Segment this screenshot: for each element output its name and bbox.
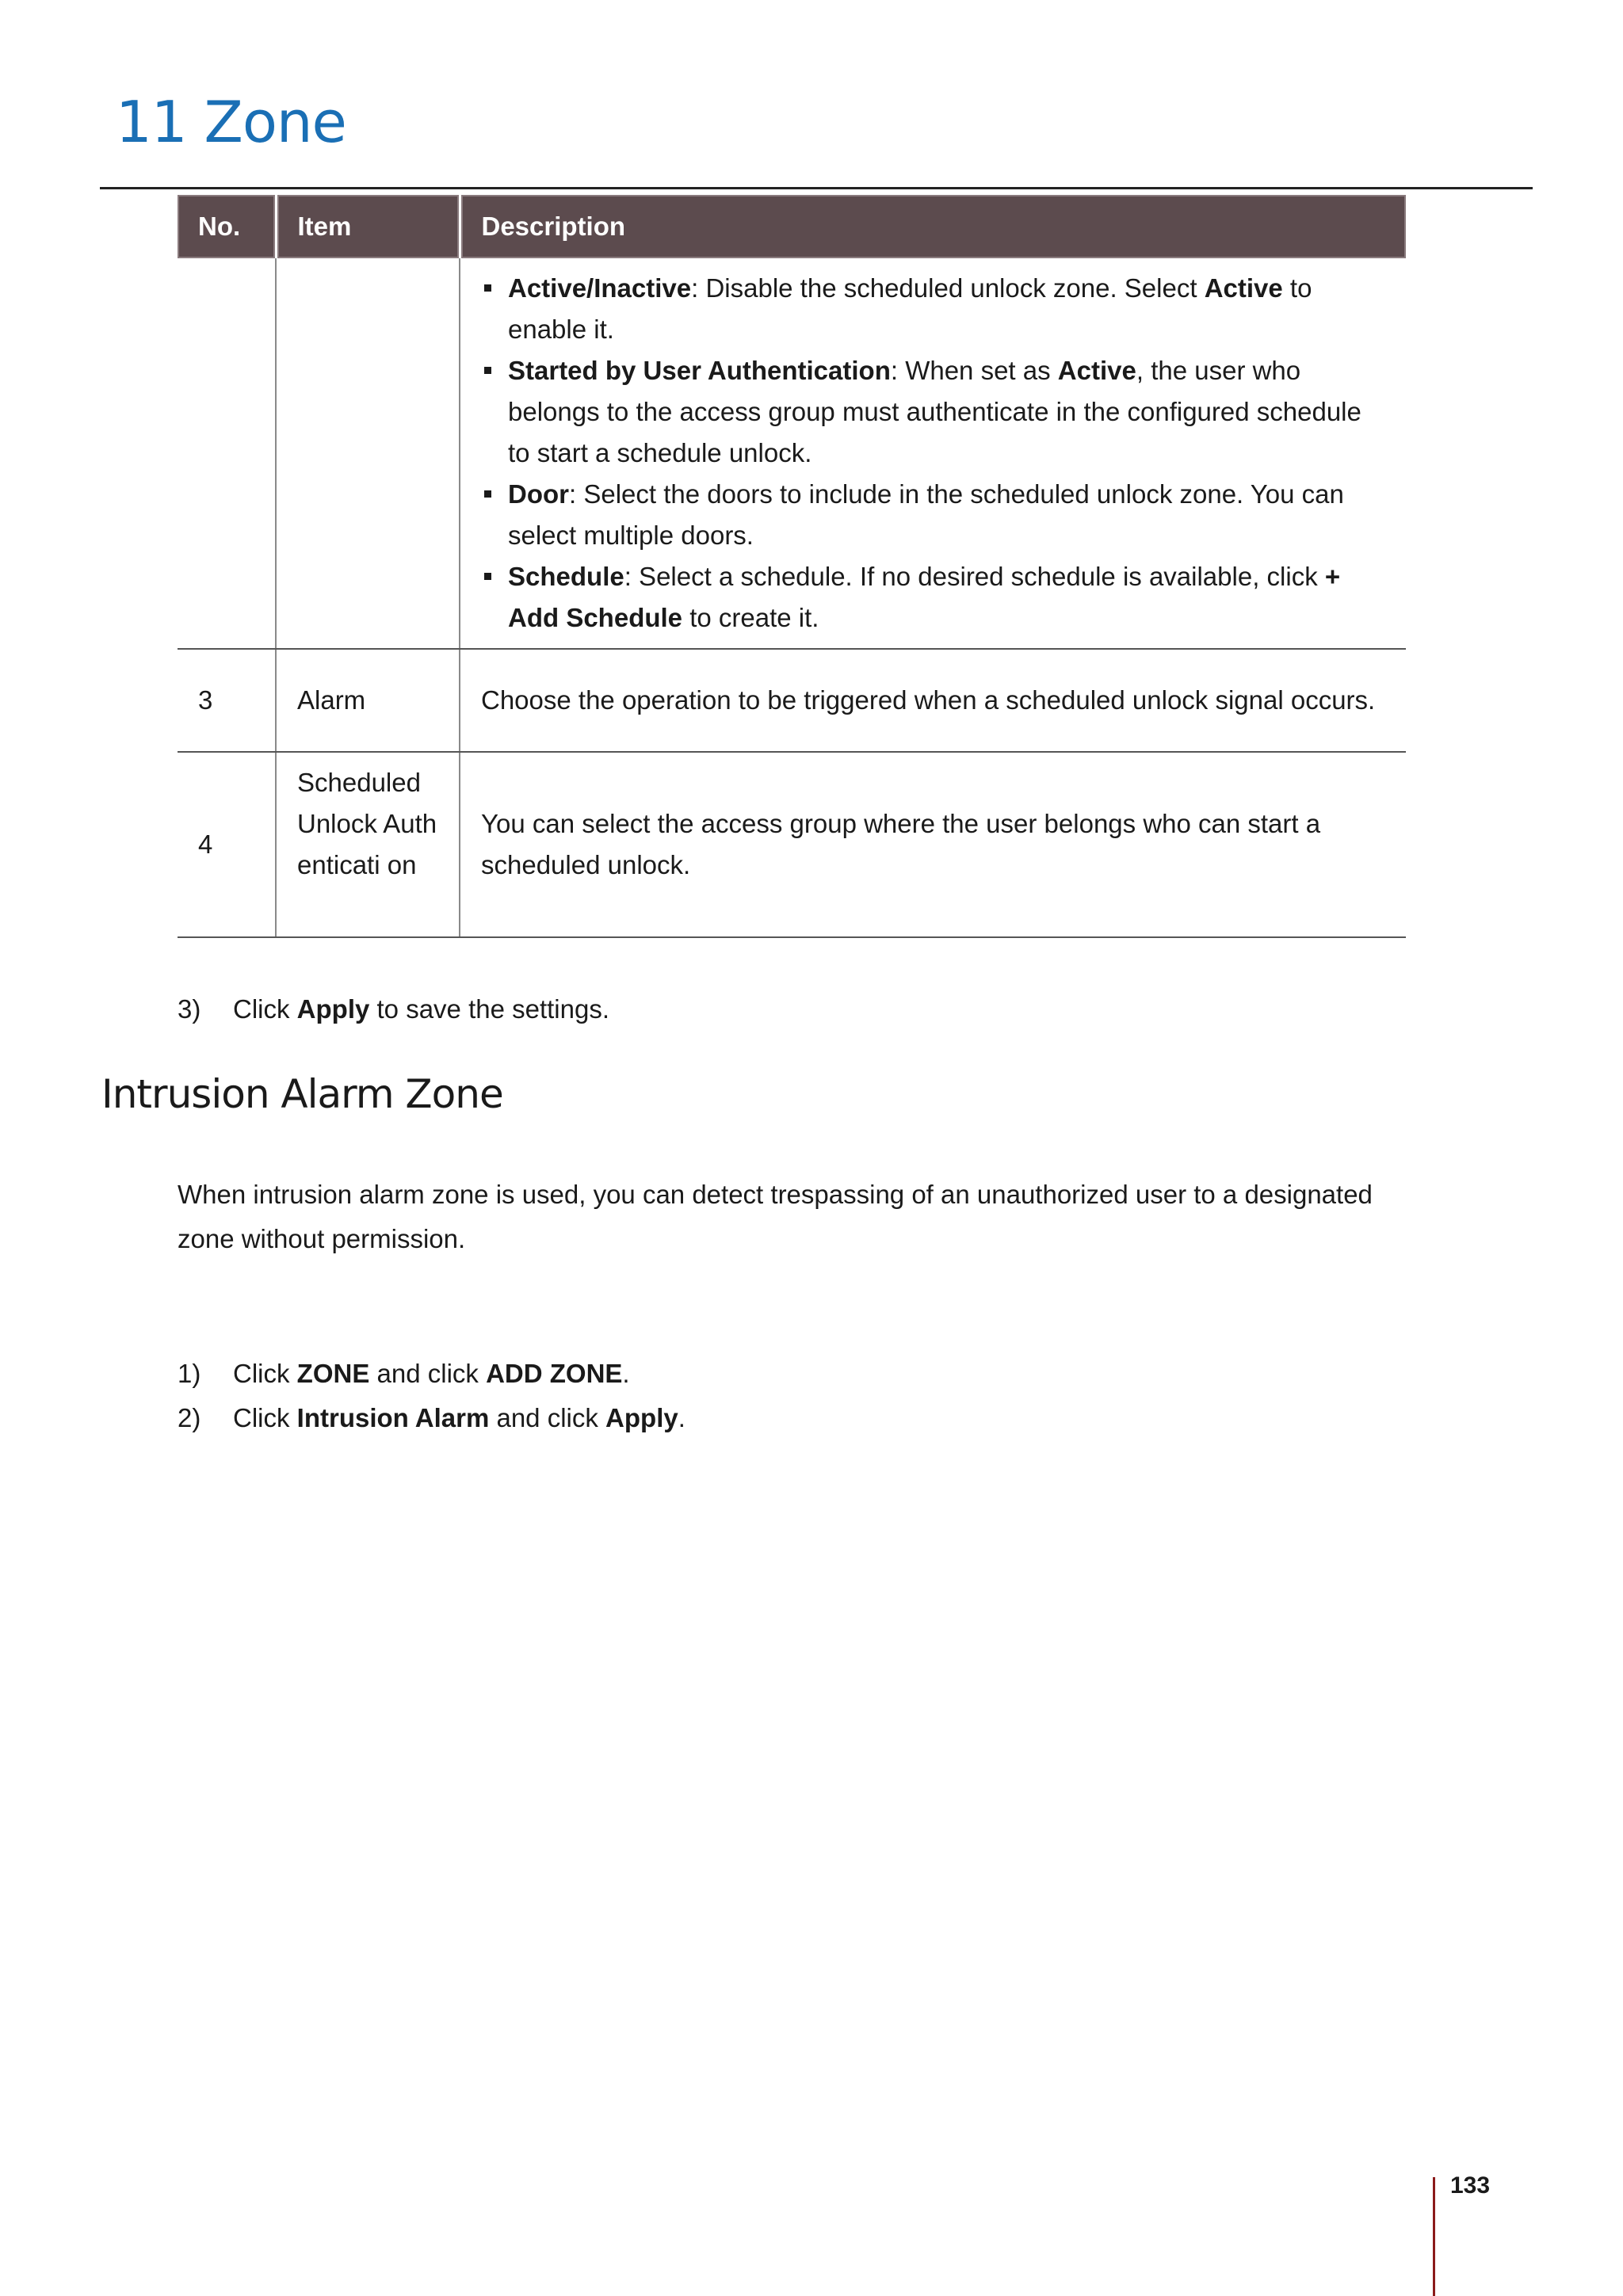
column-header-item: Item: [276, 195, 460, 258]
list-item: Schedule: Select a schedule. If no desired schedule is available, click + Add Schedule to create it.: [481, 556, 1390, 639]
step-2: 2) Click Intrusion Alarm and click Apply.: [178, 1401, 685, 1436]
table-header-row: [178, 195, 1406, 258]
step-1: 1) Click ZONE and click ADD ZONE.: [178, 1356, 630, 1391]
table-row-continued: [178, 258, 1406, 649]
step-number: 1): [178, 1359, 201, 1388]
step-number: 3): [178, 994, 201, 1024]
description-table-wrapper: [178, 195, 1406, 938]
column-header-no: No.: [178, 195, 276, 258]
apply-label: Apply: [296, 994, 370, 1024]
cell-no: 4: [178, 752, 276, 937]
cell-description: Choose the operation to be triggered when a scheduled unlock signal occurs.: [460, 649, 1406, 752]
cell-description-options: [460, 258, 1406, 649]
cell-item: Scheduled Unlock Authenticati on: [276, 752, 460, 937]
column-header-description: Description: [460, 195, 1406, 258]
list-item: Started by User Authentication: When set as Active, the user who belongs to the access group must authenticate in the configured schedule to start a schedule unlock.: [481, 350, 1390, 474]
options-bullet-list: [481, 268, 1390, 639]
cell-no-empty: [178, 258, 276, 649]
step-number: 2): [178, 1403, 201, 1432]
section-intro: When intrusion alarm zone is used, you can detect trespassing of an unauthorized user to a designated zone without permission.: [178, 1180, 1373, 1253]
cell-item-empty: [276, 258, 460, 649]
section-title: Intrusion Alarm Zone: [101, 1071, 503, 1117]
page-number: 133: [1450, 2172, 1491, 2199]
step-apply: 3) Click Apply to save the settings.: [178, 992, 609, 1027]
list-item: Door: Select the doors to include in the scheduled unlock zone. You can select multiple doors.: [481, 474, 1390, 556]
cell-no: 3: [178, 649, 276, 752]
footer-rule: [1433, 2177, 1435, 2296]
chapter-title: 11 Zone: [116, 89, 346, 155]
table-row: [178, 752, 1406, 937]
cell-item: Alarm: [276, 649, 460, 752]
cell-description: You can select the access group where the user belongs who can start a scheduled unlock.: [460, 752, 1406, 937]
list-item: Active/Inactive: Disable the scheduled unlock zone. Select Active to enable it.: [481, 268, 1390, 350]
table-row: [178, 649, 1406, 752]
header-rule: [100, 187, 1533, 189]
description-table: [178, 195, 1406, 938]
